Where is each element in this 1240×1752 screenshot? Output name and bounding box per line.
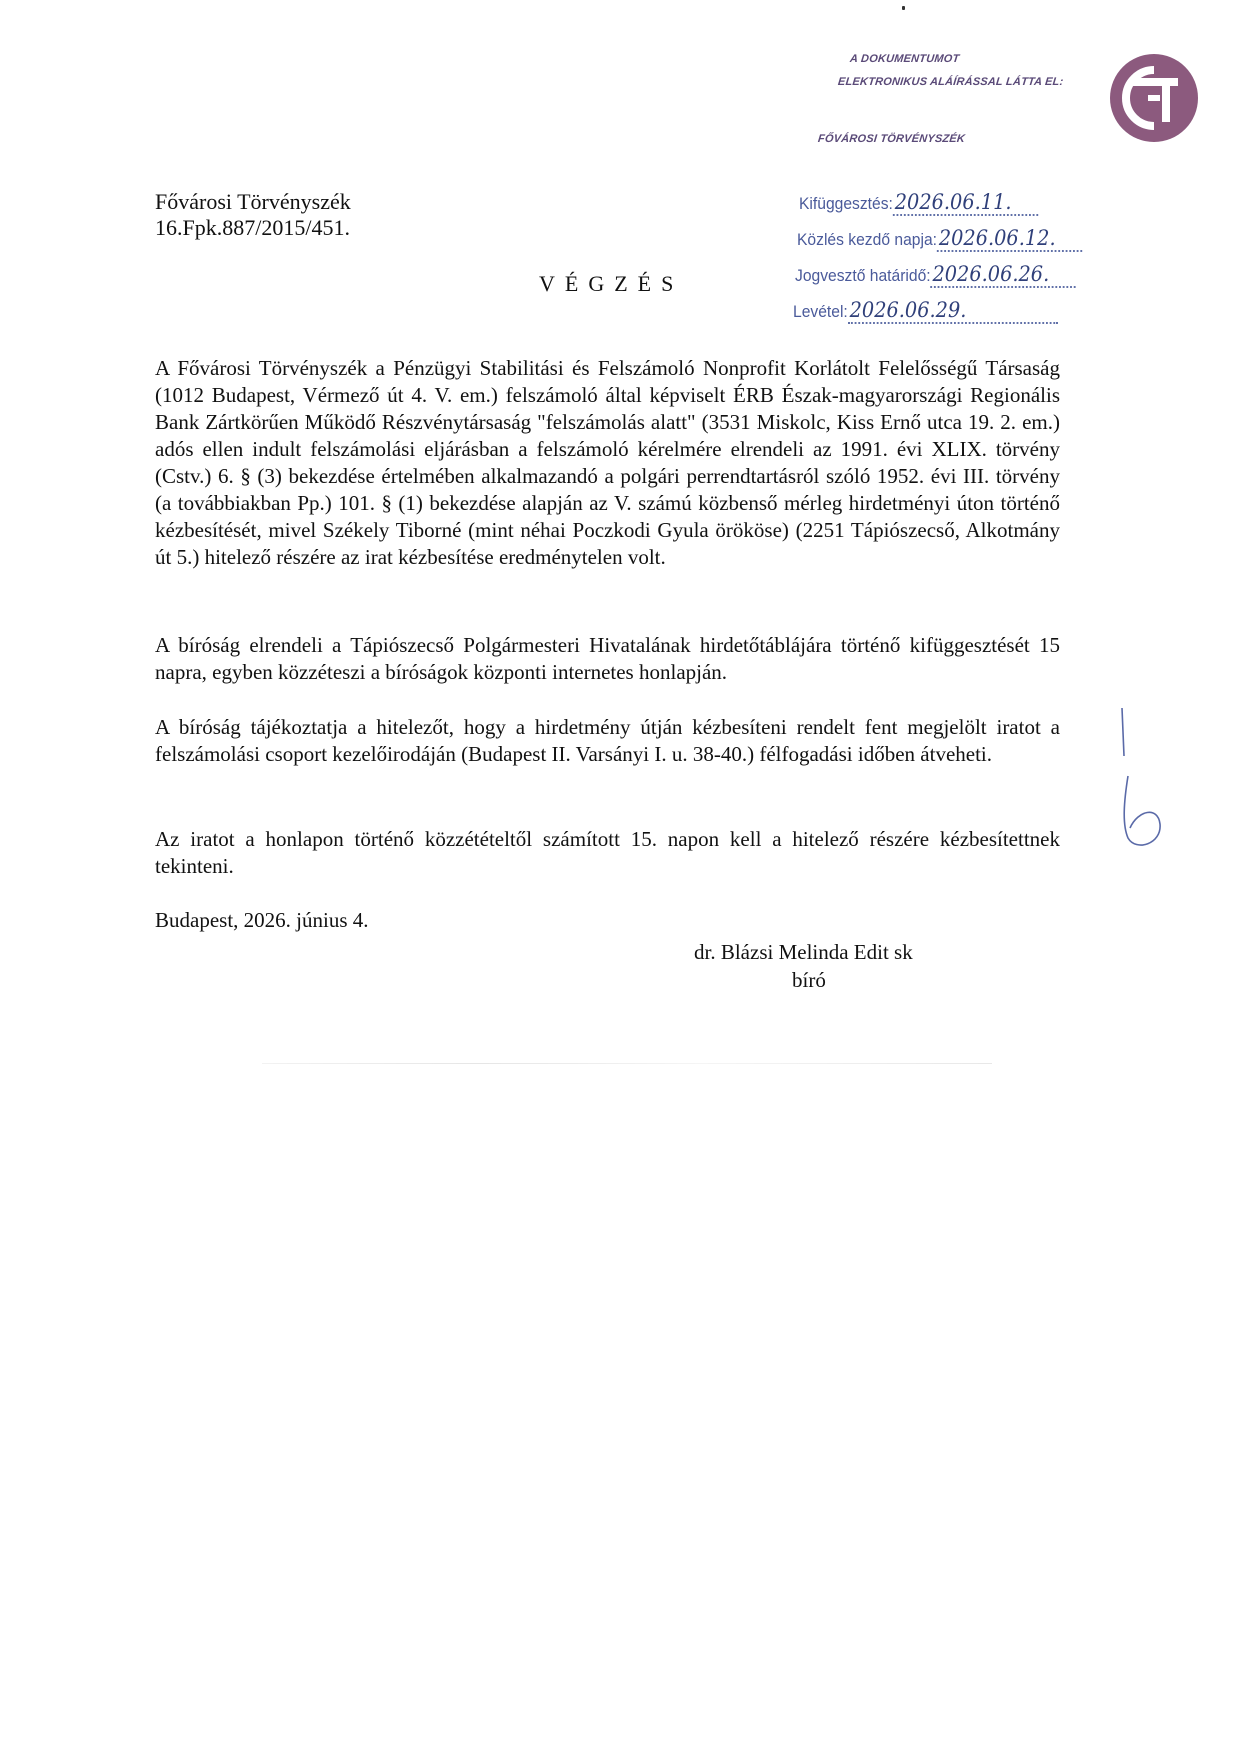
paragraph-delivery: Az iratot a honlapon történő közzétételtől számított 15. napon kell a hitelező részére kézbesítettnek tekinteni. (155, 827, 1060, 878)
stamp-row-start (797, 226, 1082, 252)
place-date: Budapest, 2026. június 4. (155, 908, 369, 932)
stamp-row-deadline (795, 262, 1076, 288)
paragraph-pickup: A bíróság tájékoztatja a hitelezőt, hogy a hirdetmény útján kézbesíteni rendelt fent megjelölt iratot a felszámolási csoport kezelőirodáján (Budapest II. Varsányi I. u. 38-40.) félfogadási időben átveheti. (155, 715, 1060, 766)
judge-role: bíró (792, 968, 826, 992)
stamp-label-deadline: Jogvesztő határidő: (795, 266, 931, 285)
esign-line-2: ELEKTRONIKUS ALÁÍRÁSSAL LÁTTA EL: (837, 76, 1065, 88)
margin-number-mark (1118, 706, 1178, 846)
stamp-label-removal: Levétel: (793, 302, 848, 321)
paragraph-posting: A bíróság elrendeli a Tápiószecső Polgármesteri Hivatalának hirdetőtáblájára történő kifüggesztését 15 napra, egyben közzéteszi a bíróságok központi internetes honlapján. (155, 633, 1060, 684)
esign-line-3: FŐVÁROSI TÖRVÉNYSZÉK (817, 133, 966, 145)
stamp-label-posted: Kifüggesztés: (799, 194, 893, 213)
scan-artifact-line (262, 1063, 992, 1064)
stamp-value-deadline: 2026.06.26. (931, 262, 1076, 288)
speck-mark (902, 6, 905, 10)
esign-line-1: A DOKUMENTUMOT (849, 53, 960, 65)
stamp-row-posted (799, 190, 1038, 216)
stamp-label-start: Közlés kezdő napja: (797, 230, 937, 249)
stamp-value-start: 2026.06.12. (937, 226, 1082, 252)
document-title: VÉGZÉS (539, 271, 684, 296)
posting-stamp (795, 190, 1127, 338)
court-name: Fővárosi Törvényszék (155, 189, 351, 214)
judge-name: dr. Blázsi Melinda Edit sk (694, 940, 913, 964)
paragraph-main: A Fővárosi Törvényszék a Pénzügyi Stabilitási és Felszámoló Nonprofit Korlátolt Felelősségű Társaság (1012 Budapest, Vérmező út 4. V. em.) felszámoló által képviselt ÉRB Észak-magyarországi Regionális Bank Zártkörűen Működő Részvénytársaság "felszámolás alatt" (3531 Miskolc, Kiss Ernő utca 19. 2. em.) adós ellen indult felszámolási eljárásban a felszámoló kérelmére elrendeli az 1991. évi XLIX. törvény (Cstv.) 6. § (3) bekezdése értelmében alkalmazandó a polgári perrendtartásról szóló 1952. évi III. törvény (a továbbiakban Pp.) 101. § (1) bekezdése alapján az V. számú közbenső mérleg hirdetményi úton történő kézbesítését, mivel Székely Tiborné (mint néhai Poczkodi Gyula örököse) (2251 Tápiószecső, Alkotmány út 5.) hitelező részére az irat kézbesítése eredménytelen volt. (155, 356, 1060, 569)
stamp-value-posted: 2026.06.11. (893, 190, 1038, 216)
court-logo-icon (1108, 52, 1200, 144)
stamp-row-removal (793, 298, 1058, 324)
case-number: 16.Fpk.887/2015/451. (155, 215, 350, 240)
stamp-value-removal: 2026.06.29. (848, 298, 1058, 324)
